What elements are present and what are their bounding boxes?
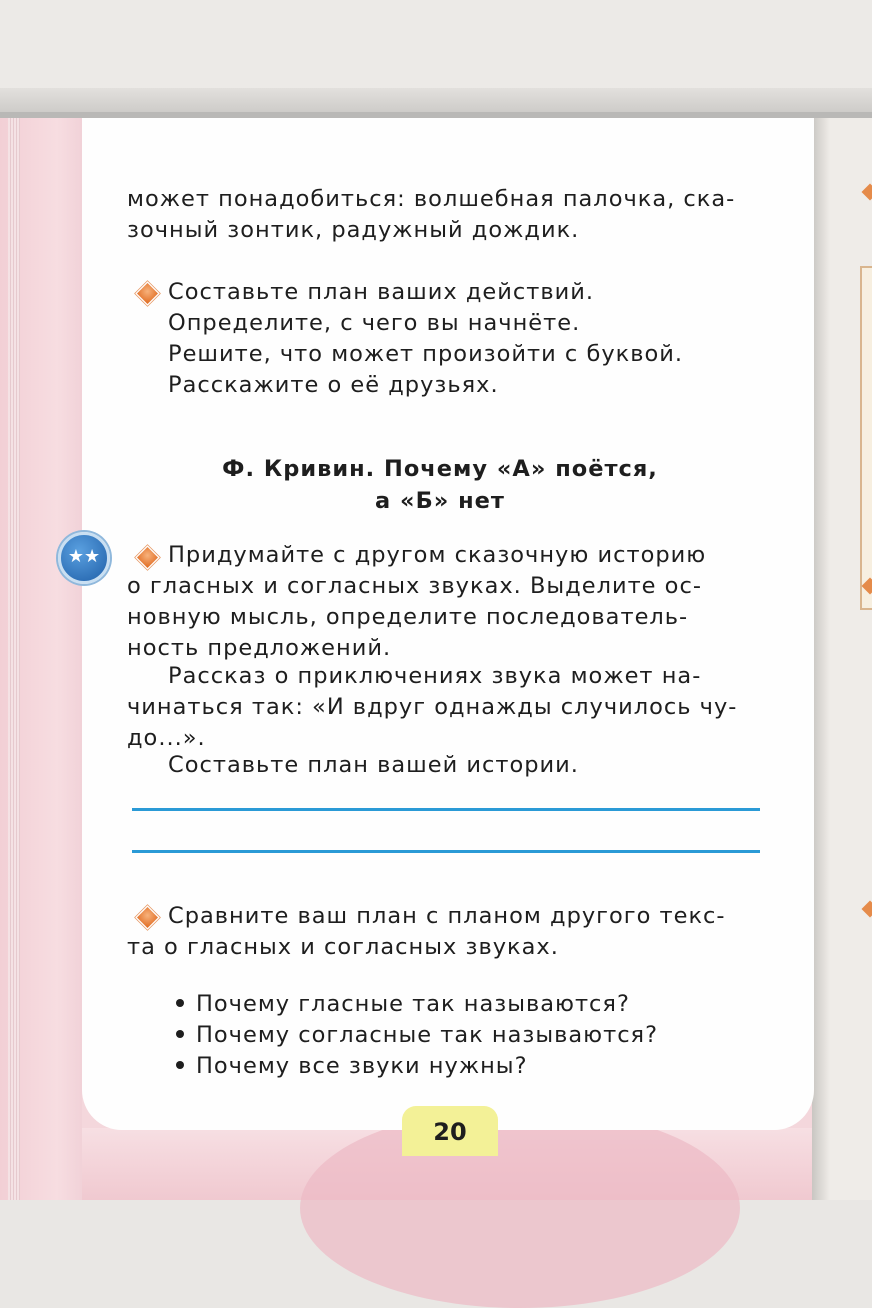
next-page-fragment: [812, 118, 872, 1200]
task1-line: Решите, что может произойти с буквой.: [168, 341, 684, 367]
section-heading: Ф. Кривин. Почему «А» поётся,: [222, 456, 658, 482]
task2-line: Придумайте с другом сказочную историю: [168, 542, 707, 568]
task3-line: та о гласных и согласных звуках.: [127, 934, 559, 960]
diamond-icon: [862, 184, 872, 201]
intro-line: может понадобиться: волшебная палочка, ска-: [127, 186, 736, 212]
task2-paragraph-line: Составьте план вашей истории.: [168, 752, 579, 778]
page-number: 20: [402, 1106, 498, 1156]
task2-paragraph-line: до...».: [127, 725, 206, 751]
task2-paragraph-line: чинаться так: «И вдруг однажды случилось чу-: [127, 694, 738, 720]
textbook-spread: [0, 118, 872, 1200]
task2-line: ность предложений.: [127, 635, 392, 661]
scan-background: [0, 0, 872, 118]
two-stars-icon: ★★: [58, 532, 110, 584]
intro-line: зочный зонтик, радужный дождик.: [127, 217, 580, 243]
task2-line: о гласных и согласных звуках. Выделите ос-: [127, 573, 702, 599]
bullet-icon: [176, 999, 184, 1007]
diamond-icon: [862, 901, 872, 918]
task2-paragraph-line: Рассказ о приключениях звука может на-: [168, 663, 702, 689]
answer-line[interactable]: [132, 808, 760, 811]
task2-line: новную мысль, определите последователь-: [127, 604, 689, 630]
next-page-box: [860, 266, 872, 610]
ornament-arc: [300, 1108, 740, 1308]
question-item: Почему согласные так называются?: [176, 1020, 658, 1051]
question-item: Почему гласные так называются?: [176, 989, 630, 1020]
task3-line: Сравните ваш план с планом другого текс-: [168, 903, 726, 929]
bullet-icon: [176, 1061, 184, 1069]
section-heading-line2: а «Б» нет: [375, 488, 505, 514]
question-item: Почему все звуки нужны?: [176, 1051, 528, 1082]
task1-line: Расскажите о её друзьях.: [168, 372, 499, 398]
task1-line: Составьте план ваших действий.: [168, 279, 594, 305]
page-edges: [8, 118, 20, 1200]
bullet-icon: [176, 1030, 184, 1038]
task1-line: Определите, с чего вы начнёте.: [168, 310, 581, 336]
answer-line[interactable]: [132, 850, 760, 853]
